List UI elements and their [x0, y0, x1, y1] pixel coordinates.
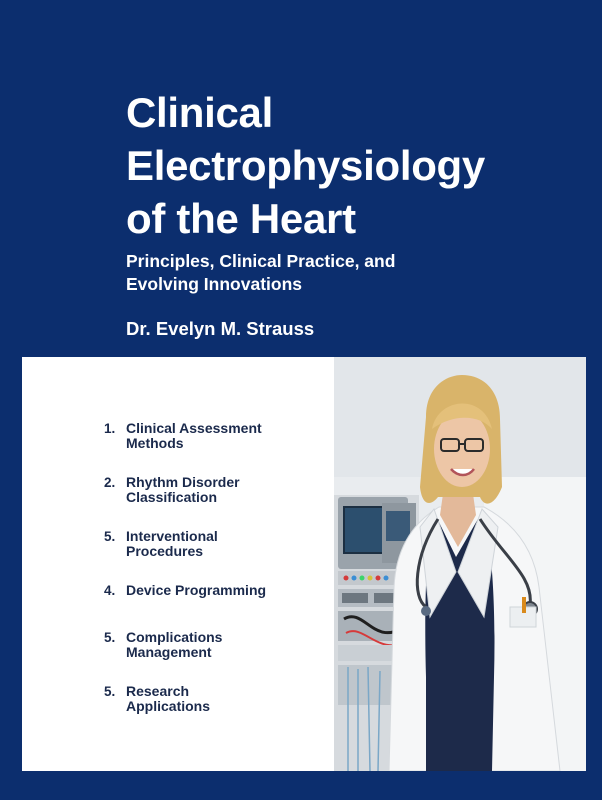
book-subtitle: [126, 250, 456, 296]
toc-label: [126, 630, 306, 660]
toc-label: [126, 529, 306, 559]
toc-number: 4.: [104, 583, 116, 598]
toc-label: [126, 684, 306, 714]
toc-label-line: Management: [126, 644, 212, 660]
toc-item: [104, 684, 324, 714]
toc-item: [104, 529, 324, 559]
toc-item: [104, 630, 324, 660]
toc-label-line: Clinical Assessment: [126, 420, 262, 436]
toc-label: [126, 583, 306, 598]
toc-label-line: Applications: [126, 698, 211, 714]
toc-label-line: Procedures: [126, 543, 204, 559]
toc-label-line: Complications: [126, 629, 223, 645]
toc-item: [104, 583, 324, 598]
subtitle-line-1: Principles, Clinical Practice, and: [126, 251, 396, 271]
toc-number: 5.: [104, 684, 116, 699]
title-line-3: of the Heart: [126, 195, 356, 242]
bottom-band: [0, 771, 602, 800]
toc-label-line: Rhythm Disorder: [126, 474, 240, 490]
author-photo-illustration: [334, 357, 586, 771]
toc-label-line: Methods: [126, 435, 184, 451]
contents-panel: [22, 357, 334, 771]
toc-label-line: Device Programming: [126, 582, 267, 598]
toc-number: 5.: [104, 630, 116, 645]
toc-label: [126, 421, 306, 451]
book-title: [126, 86, 566, 245]
toc-item: [104, 475, 324, 505]
toc-number: 2.: [104, 475, 116, 490]
toc-label-line: Research: [126, 683, 190, 699]
author-name: Dr. Evelyn M. Strauss: [126, 318, 315, 339]
toc-label-line: Classification: [126, 489, 218, 505]
toc-item: [104, 421, 324, 451]
toc-label: [126, 475, 306, 505]
title-line-2: Electrophysiology: [126, 142, 485, 189]
toc-number: 5.: [104, 529, 116, 544]
author-photo: [334, 357, 586, 771]
toc-label-line: Interventional: [126, 528, 218, 544]
subtitle-line-2: Evolving Innovations: [126, 274, 302, 294]
toc-number: 1.: [104, 421, 116, 436]
title-line-1: Clinical: [126, 89, 273, 136]
